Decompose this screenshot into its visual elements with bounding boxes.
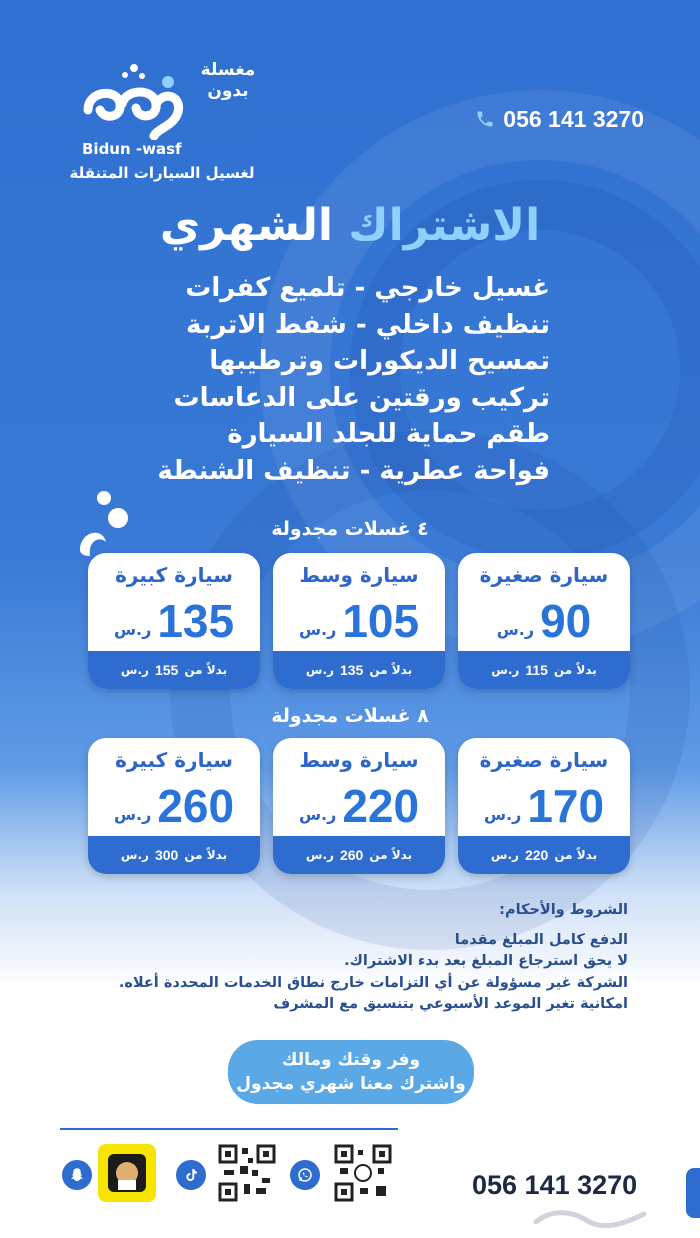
- brand-name-en: Bidun -wasf: [82, 140, 182, 158]
- was-value: 115: [525, 662, 548, 678]
- terms-item: الدفع كامل المبلغ مقدما: [454, 931, 628, 948]
- card-car-size: سيارة صغيرة: [479, 748, 609, 772]
- currency-icon: ر.س: [483, 805, 522, 824]
- price-card-large[interactable]: [88, 738, 260, 874]
- card-price-value: 135: [157, 595, 235, 647]
- service-item: تمسيح الديكورات وترطيبها: [209, 346, 550, 376]
- price-card-medium[interactable]: [273, 738, 445, 874]
- card-price: [88, 780, 260, 832]
- tiktok-qr-icon: [218, 1144, 276, 1202]
- currency-icon: ر.س: [490, 848, 519, 862]
- footer-divider: [286, 1128, 398, 1130]
- service-item: غسيل خارجي - تلميع كفرات: [185, 273, 550, 303]
- was-prefix: بدلاً من: [553, 663, 597, 677]
- card-price: [273, 595, 445, 647]
- card-was-price: [458, 836, 630, 874]
- price-card-small[interactable]: [458, 553, 630, 689]
- card-car-size: سيارة صغيرة: [479, 563, 609, 587]
- card-was-price: [88, 836, 260, 874]
- services-list: [150, 270, 550, 489]
- card-price: [88, 595, 260, 647]
- whatsapp-icon[interactable]: [290, 1160, 320, 1190]
- card-was-price: [88, 651, 260, 689]
- brand-name-ar: [188, 60, 268, 102]
- card-was-price: [273, 651, 445, 689]
- card-price-value: 105: [342, 595, 420, 647]
- currency-icon: ر.س: [113, 805, 152, 824]
- corner-tab: [686, 1168, 700, 1218]
- page-title: [0, 196, 700, 256]
- currency-icon: ر.س: [305, 663, 334, 677]
- was-value: 220: [524, 847, 549, 863]
- service-item: طقم حماية للجلد السيارة: [227, 419, 550, 449]
- card-price: [458, 595, 630, 647]
- currency-icon: ر.س: [113, 620, 152, 639]
- terms-item: امكانية تغير الموعد الأسبوعي بتنسيق مع المشرف: [273, 996, 628, 1012]
- phone-icon: [475, 109, 495, 129]
- phone-number-bottom[interactable]: 056 141 3270: [472, 1170, 638, 1200]
- price-card-large[interactable]: [88, 553, 260, 689]
- was-prefix: بدلاً من: [369, 848, 413, 862]
- card-price: [458, 780, 630, 832]
- currency-icon: ر.س: [496, 620, 535, 639]
- was-value: 300: [154, 847, 179, 863]
- currency-icon: ر.س: [120, 663, 149, 677]
- currency-icon: ر.س: [298, 620, 337, 639]
- brand-name-line1: مغسلة: [200, 60, 256, 80]
- brand-name-line2: بدون: [207, 81, 249, 101]
- terms-item: الشركة غير مسؤولة عن أي التزامات خارج نطاق الخدمات المحددة أعلاه.: [118, 974, 628, 991]
- was-prefix: بدلاً من: [184, 848, 228, 862]
- card-car-size: سيارة وسط: [299, 563, 419, 587]
- service-item: تنظيف داخلي - شفط الاتربة: [185, 309, 550, 340]
- card-price-value: 220: [342, 780, 420, 832]
- was-value: 260: [339, 847, 364, 863]
- card-was-price: [458, 651, 630, 689]
- title-part1: الاشتراك: [348, 200, 541, 251]
- currency-icon: ر.س: [491, 663, 520, 677]
- currency-icon: ر.س: [305, 848, 334, 862]
- currency-icon: ر.س: [120, 848, 149, 862]
- brand-tagline: لغسيل السيارات المتنقلة: [69, 164, 255, 182]
- plan-label: ٨ غسلات مجدولة: [271, 705, 429, 727]
- service-item: فواحة عطرية - تنظيف الشنطة: [157, 455, 550, 486]
- was-value: 135: [339, 662, 364, 678]
- card-car-size: سيارة وسط: [299, 748, 419, 772]
- card-price-value: 260: [157, 780, 235, 832]
- subscribe-cta-button[interactable]: [228, 1040, 474, 1104]
- card-price-value: 90: [540, 595, 592, 647]
- card-price: [273, 780, 445, 832]
- price-card-medium[interactable]: [273, 553, 445, 689]
- watermark-logo-icon: [530, 1206, 650, 1230]
- tiktok-icon[interactable]: [176, 1160, 206, 1190]
- currency-icon: ر.س: [298, 805, 337, 824]
- was-prefix: بدلاً من: [554, 848, 598, 862]
- phone-number-top[interactable]: [475, 104, 644, 134]
- was-prefix: بدلاً من: [369, 663, 413, 677]
- was-prefix: بدلاً من: [184, 663, 228, 677]
- snapcode-qr-icon: [98, 1144, 156, 1202]
- phone-number-text: 056 141 3270: [503, 105, 644, 132]
- card-price-value: 170: [527, 780, 605, 832]
- cta-line2: واشترك معنا شهري مجدول: [236, 1074, 466, 1094]
- logo-mark-icon: [78, 60, 188, 140]
- terms-item: لا يحق استرجاع المبلغ بعد بدء الاشتراك.: [344, 953, 628, 969]
- card-car-size: سيارة كبيرة: [115, 563, 233, 587]
- price-card-small[interactable]: [458, 738, 630, 874]
- footer-divider: [176, 1128, 286, 1130]
- service-item: تركيب ورقتين على الدعاسات: [173, 382, 550, 413]
- brand-logo: [60, 48, 270, 188]
- snapchat-icon[interactable]: [62, 1160, 92, 1190]
- was-value: 155: [154, 662, 179, 678]
- title-part2: الشهري: [159, 200, 333, 251]
- terms-heading: الشروط والأحكام:: [499, 902, 628, 918]
- footer-divider: [60, 1128, 176, 1130]
- terms-section: [28, 900, 628, 1016]
- cta-line1: وفر وقتك ومالك: [281, 1050, 421, 1070]
- whatsapp-qr-icon: [334, 1144, 392, 1202]
- card-was-price: [273, 836, 445, 874]
- card-car-size: سيارة كبيرة: [115, 748, 233, 772]
- plan-label: ٤ غسلات مجدولة: [271, 518, 429, 540]
